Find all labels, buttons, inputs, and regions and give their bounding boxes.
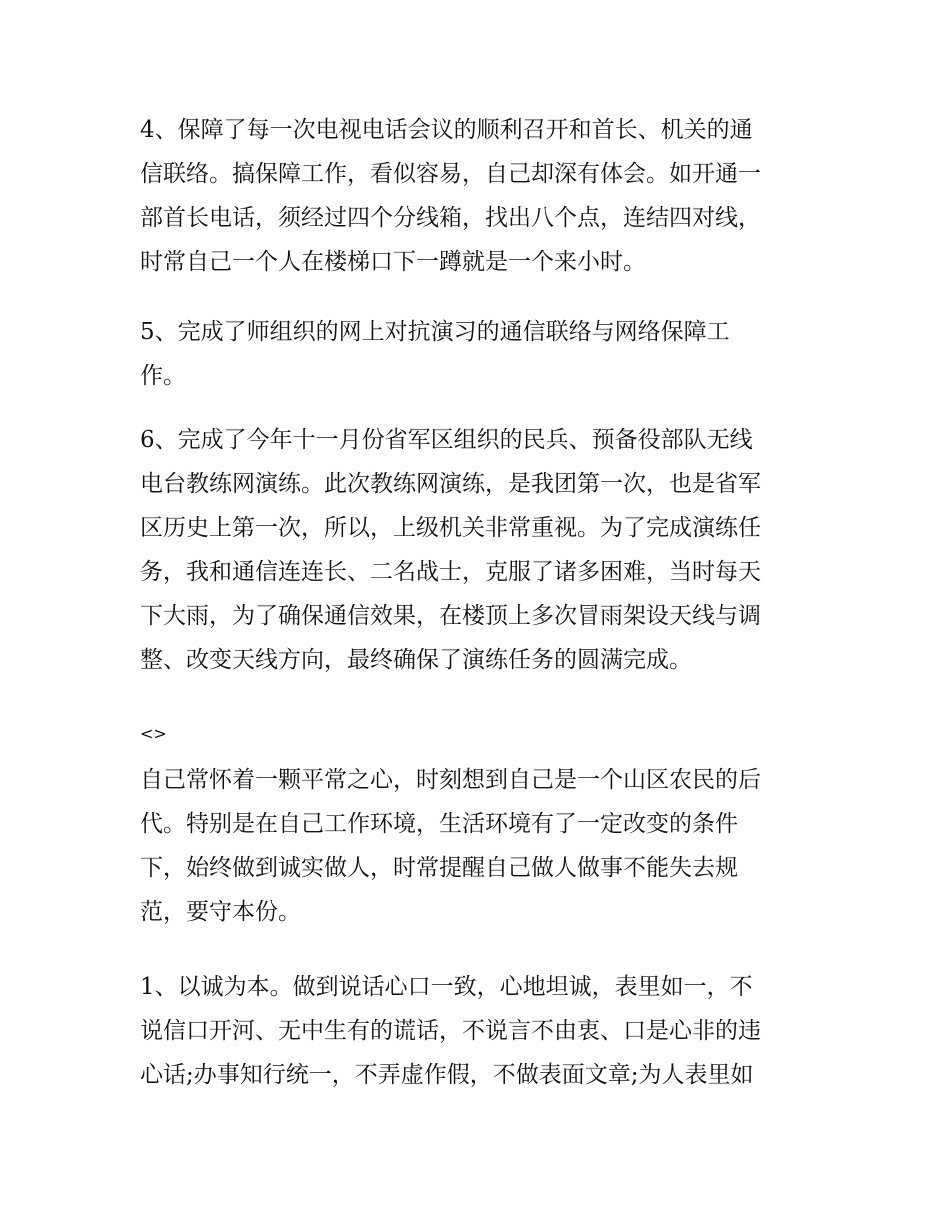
text-line: 6、完成了今年十一月份省军区组织的民兵、预备役部队无线 <box>140 427 753 453</box>
text-line: 电台教练网演练。此次教练网演练，是我团第一次，也是省军 <box>140 471 761 497</box>
text-line: 心话;办事知行统一，不弄虚作假，不做表面文章;为人表里如 <box>140 1062 754 1088</box>
text-line: 说信口开河、无中生有的谎话，不说言不由衷、口是心非的违 <box>140 1018 761 1044</box>
paragraph-item-5 <box>140 310 830 398</box>
paragraph-intro-honesty <box>140 758 830 934</box>
text-line: 5、完成了师组织的网上对抗演习的通信联络与网络保障工 <box>140 319 730 345</box>
text-line: 范，要守本份。 <box>140 899 301 925</box>
text-line: 自己常怀着一颗平常之心，时刻想到自己是一个山区农民的后 <box>140 767 761 793</box>
text-line: 整、改变天线方向，最终确保了演练任务的圆满完成。 <box>140 647 692 673</box>
text-line: 下大雨，为了确保通信效果，在楼顶上多次冒雨架设天线与调 <box>140 603 761 629</box>
paragraph-item-6 <box>140 418 830 682</box>
text-line: 务，我和通信连连长、二名战士，克服了诸多困难，当时每天 <box>140 559 761 585</box>
text-line: 4、保障了每一次电视电话会议的顺利召开和首长、机关的通 <box>140 117 753 143</box>
text-line: 时常自己一个人在楼梯口下一蹲就是一个来小时。 <box>140 249 646 275</box>
text-line: 作。 <box>140 363 186 389</box>
paragraph-item-4 <box>140 108 830 284</box>
text-line: 部首长电话，须经过四个分线箱，找出八个点，连结四对线， <box>140 205 761 231</box>
section-separator <box>140 712 830 756</box>
separator-mark: <> <box>140 724 167 743</box>
text-line: 信联络。搞保障工作，看似容易，自己却深有体会。如开通一 <box>140 161 761 187</box>
paragraph-item-1-honesty <box>140 965 830 1097</box>
text-line: 区历史上第一次，所以，上级机关非常重视。为了完成演练任 <box>140 515 761 541</box>
text-line: 下，始终做到诚实做人，时常提醒自己做人做事不能失去规 <box>140 855 738 881</box>
text-line: 1、以诚为本。做到说话心口一致，心地坦诚，表里如一，不 <box>140 974 753 1000</box>
text-line: 代。特别是在自己工作环境，生活环境有了一定改变的条件 <box>140 811 738 837</box>
